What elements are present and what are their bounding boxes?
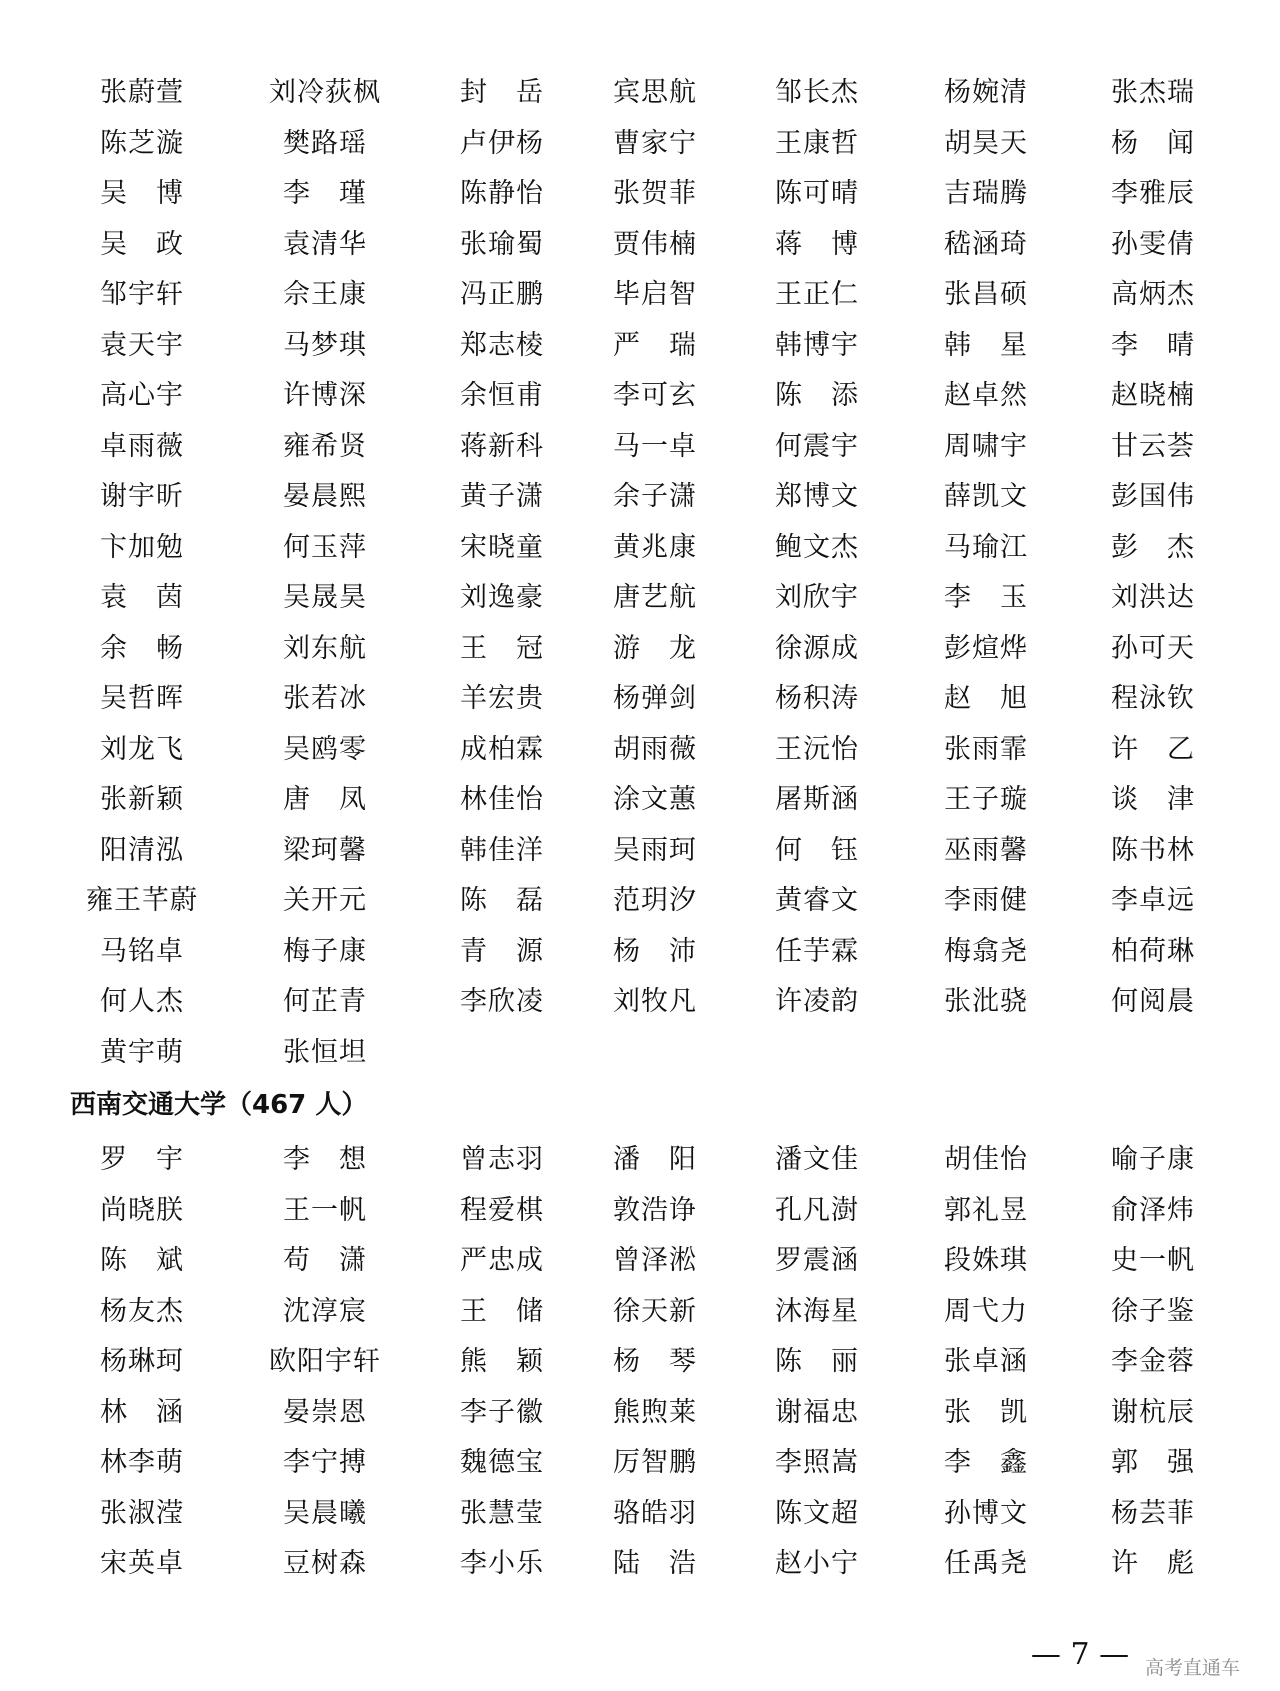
person-name: 佘王康	[283, 279, 367, 310]
person-name: 青 源	[460, 935, 544, 967]
person-name: 程泳钦	[1111, 683, 1195, 714]
person-name: 王沅怡	[775, 733, 859, 765]
person-name: 陈芝漩	[100, 127, 184, 159]
person-name: 曾泽淞	[613, 1245, 697, 1276]
person-name: 谈 津	[1111, 784, 1195, 815]
person-name: 彭煊烨	[944, 632, 1028, 664]
name-row	[0, 730, 1280, 781]
person-name: 李 玉	[944, 582, 1028, 613]
person-name: 严忠成	[460, 1245, 544, 1276]
person-name: 余 畅	[100, 632, 184, 664]
name-row	[0, 124, 1280, 175]
person-name: 李子徽	[460, 1396, 544, 1428]
person-name: 陈 添	[775, 380, 859, 411]
person-name: 雍希贤	[283, 430, 367, 462]
name-row	[0, 326, 1280, 377]
name-row	[0, 1241, 1280, 1292]
person-name: 林李萌	[100, 1447, 184, 1478]
person-name: 陈 丽	[775, 1346, 859, 1377]
person-name: 王子璇	[944, 784, 1028, 815]
person-name: 赵 旭	[944, 683, 1028, 714]
name-row	[0, 1494, 1280, 1545]
person-name: 许凌韵	[775, 986, 859, 1017]
person-name: 曾志羽	[460, 1144, 544, 1175]
person-name: 张新颖	[100, 784, 184, 815]
person-name: 张慧莹	[460, 1497, 544, 1529]
person-name: 欧阳宇轩	[269, 1346, 381, 1377]
person-name: 潘 阳	[613, 1144, 697, 1175]
person-name: 魏德宝	[460, 1447, 544, 1478]
person-name: 李 鑫	[944, 1447, 1028, 1478]
person-name: 柏荷琳	[1111, 935, 1195, 967]
person-name: 卞加勉	[100, 531, 184, 563]
person-name: 豆树森	[283, 1548, 367, 1579]
person-name: 何人杰	[100, 986, 184, 1017]
person-name: 高炳杰	[1111, 279, 1195, 310]
person-name: 厉智鹏	[613, 1447, 697, 1478]
person-name: 熊 颖	[460, 1346, 544, 1377]
person-name: 高心宇	[100, 380, 184, 411]
person-name: 梅翕尧	[944, 935, 1028, 967]
person-name: 吉瑞腾	[944, 178, 1028, 209]
person-name: 林佳怡	[460, 784, 544, 815]
person-name: 韩博宇	[775, 329, 859, 361]
person-name: 任禹尧	[944, 1548, 1028, 1579]
person-name: 张贺菲	[613, 178, 697, 209]
person-name: 曹家宁	[613, 127, 697, 159]
person-name: 赵卓然	[944, 380, 1028, 411]
person-name: 杨琳珂	[100, 1346, 184, 1377]
name-row	[0, 780, 1280, 831]
person-name: 孙可天	[1111, 632, 1195, 664]
person-name: 李 瑾	[283, 178, 367, 209]
person-name: 马瑜江	[944, 531, 1028, 563]
person-name: 贾伟楠	[613, 228, 697, 260]
person-name: 蒋新科	[460, 430, 544, 462]
person-name: 邹长杰	[775, 77, 859, 108]
person-name: 徐源成	[775, 632, 859, 664]
person-name: 宋晓童	[460, 531, 544, 563]
name-row	[0, 174, 1280, 225]
person-name: 梅子康	[283, 935, 367, 967]
person-name: 李 想	[283, 1144, 367, 1175]
name-row	[0, 982, 1280, 1033]
name-row	[0, 1191, 1280, 1242]
name-row	[0, 1292, 1280, 1343]
person-name: 刘逸豪	[460, 582, 544, 613]
person-name: 郑志棱	[460, 329, 544, 361]
person-name: 雍王芊蔚	[86, 885, 198, 916]
person-name: 李雨健	[944, 885, 1028, 916]
person-name: 鲍文杰	[775, 531, 859, 563]
name-row	[0, 679, 1280, 730]
name-row	[0, 1443, 1280, 1494]
person-name: 孔凡澍	[775, 1194, 859, 1226]
person-name: 张瑜蜀	[460, 228, 544, 260]
name-row	[0, 427, 1280, 478]
person-name: 陈书林	[1111, 834, 1195, 866]
name-row	[0, 1544, 1280, 1595]
person-name: 任芋霖	[775, 935, 859, 967]
person-name: 何玉萍	[283, 531, 367, 563]
person-name: 李宁搏	[283, 1447, 367, 1478]
page-number: — 7 —	[1030, 1637, 1130, 1672]
person-name: 何 钰	[775, 834, 859, 866]
person-name: 封 岳	[460, 77, 544, 108]
name-list-section-2	[0, 1140, 1280, 1595]
name-row	[0, 831, 1280, 882]
person-name: 成柏霖	[460, 733, 544, 765]
person-name: 李照嵩	[775, 1447, 859, 1478]
person-name: 杨婉清	[944, 77, 1028, 108]
person-name: 郑博文	[775, 481, 859, 512]
person-name: 徐子鉴	[1111, 1295, 1195, 1327]
person-name: 俞泽炜	[1111, 1194, 1195, 1226]
person-name: 郭 强	[1111, 1447, 1195, 1478]
person-name: 孙博文	[944, 1497, 1028, 1529]
person-name: 潘文佳	[775, 1144, 859, 1175]
person-name: 吴 博	[100, 178, 184, 209]
person-name: 晏崇恩	[283, 1396, 367, 1428]
person-name: 谢福忠	[775, 1396, 859, 1428]
person-name: 黄兆康	[613, 531, 697, 563]
person-name: 李欣凌	[460, 986, 544, 1017]
person-name: 何震宇	[775, 430, 859, 462]
person-name: 唐 凤	[283, 784, 367, 815]
person-name: 晏晨熙	[283, 481, 367, 512]
person-name: 许博深	[283, 380, 367, 411]
person-name: 袁 茵	[100, 582, 184, 613]
person-name: 胡昊天	[944, 127, 1028, 159]
name-row	[0, 578, 1280, 629]
person-name: 喻子康	[1111, 1144, 1195, 1175]
person-name: 张卓涵	[944, 1346, 1028, 1377]
person-name: 范玥汐	[613, 885, 697, 916]
name-row	[0, 275, 1280, 326]
person-name: 羊宏贵	[460, 683, 544, 714]
person-name: 张杰瑞	[1111, 77, 1195, 108]
person-name: 李可玄	[613, 380, 697, 411]
person-name: 王康哲	[775, 127, 859, 159]
university-heading: 西南交通大学（467 人）	[70, 1090, 368, 1120]
person-name: 彭 杰	[1111, 531, 1195, 563]
person-name: 李雅辰	[1111, 178, 1195, 209]
person-name: 孙雯倩	[1111, 228, 1195, 260]
person-name: 吴晨曦	[283, 1497, 367, 1529]
person-name: 冯正鹏	[460, 279, 544, 310]
person-name: 韩佳洋	[460, 834, 544, 866]
person-name: 赵晓楠	[1111, 380, 1195, 411]
person-name: 吴 政	[100, 228, 184, 260]
person-name: 张淑滢	[100, 1497, 184, 1529]
person-name: 陈可晴	[775, 178, 859, 209]
person-name: 罗震涵	[775, 1245, 859, 1276]
person-name: 张恒坦	[283, 1036, 367, 1068]
person-name: 何芷青	[283, 986, 367, 1017]
name-row	[0, 1393, 1280, 1444]
person-name: 樊路瑶	[283, 127, 367, 159]
person-name: 刘洪达	[1111, 582, 1195, 613]
person-name: 马铭卓	[100, 935, 184, 967]
person-name: 杨友杰	[100, 1295, 184, 1327]
person-name: 许 彪	[1111, 1548, 1195, 1579]
person-name: 李 晴	[1111, 329, 1195, 361]
name-row	[0, 932, 1280, 983]
person-name: 何阅晨	[1111, 986, 1195, 1017]
person-name: 吴晟昊	[283, 582, 367, 613]
person-name: 韩 星	[944, 329, 1028, 361]
person-name: 杨芸菲	[1111, 1497, 1195, 1529]
name-row	[0, 1140, 1280, 1191]
person-name: 骆皓羽	[613, 1497, 697, 1529]
person-name: 游 龙	[613, 632, 697, 664]
person-name: 王 储	[460, 1295, 544, 1327]
person-name: 薛凯文	[944, 481, 1028, 512]
person-name: 周弋力	[944, 1295, 1028, 1327]
person-name: 卓雨薇	[100, 430, 184, 462]
person-name: 陈 斌	[100, 1245, 184, 1276]
person-name: 赵小宁	[775, 1548, 859, 1579]
person-name: 马一卓	[613, 430, 697, 462]
person-name: 尚晓朕	[100, 1194, 184, 1226]
person-name: 张雨霏	[944, 733, 1028, 765]
person-name: 蒋 博	[775, 228, 859, 260]
person-name: 陈 磊	[460, 885, 544, 916]
person-name: 段姝琪	[944, 1245, 1028, 1276]
person-name: 周啸宇	[944, 430, 1028, 462]
person-name: 熊煦莱	[613, 1396, 697, 1428]
person-name: 刘冷荻枫	[269, 77, 381, 108]
person-name: 林 涵	[100, 1396, 184, 1428]
person-name: 涂文蕙	[613, 784, 697, 815]
person-name: 徐天新	[613, 1295, 697, 1327]
person-name: 苟 潇	[283, 1245, 367, 1276]
person-name: 屠斯涵	[775, 784, 859, 815]
name-row	[0, 629, 1280, 680]
person-name: 陈文超	[775, 1497, 859, 1529]
person-name: 张若冰	[283, 683, 367, 714]
person-name: 王正仁	[775, 279, 859, 310]
person-name: 陈静怡	[460, 178, 544, 209]
person-name: 李金蓉	[1111, 1346, 1195, 1377]
person-name: 宾思航	[613, 77, 697, 108]
person-name: 沈淳宸	[283, 1295, 367, 1327]
person-name: 杨弹剑	[613, 683, 697, 714]
person-name: 彭国伟	[1111, 481, 1195, 512]
person-name: 杨积涛	[775, 683, 859, 714]
name-row	[0, 477, 1280, 528]
person-name: 王一帆	[283, 1194, 367, 1226]
person-name: 李小乐	[460, 1548, 544, 1579]
person-name: 袁清华	[283, 228, 367, 260]
person-name: 张昌硕	[944, 279, 1028, 310]
person-name: 邹宇轩	[100, 279, 184, 310]
person-name: 关开元	[283, 885, 367, 916]
person-name: 谢宇昕	[100, 481, 184, 512]
person-name: 甘云荟	[1111, 430, 1195, 462]
person-name: 敦浩诤	[613, 1194, 697, 1226]
person-name: 梁珂馨	[283, 834, 367, 866]
name-row	[0, 225, 1280, 276]
person-name: 吴雨珂	[613, 834, 697, 866]
person-name: 刘欣宇	[775, 582, 859, 613]
person-name: 袁天宇	[100, 329, 184, 361]
person-name: 陆 浩	[613, 1548, 697, 1579]
person-name: 严 瑞	[613, 329, 697, 361]
person-name: 马梦琪	[283, 329, 367, 361]
person-name: 刘东航	[283, 632, 367, 664]
watermark-text: 高考直通车	[1145, 1657, 1241, 1679]
person-name: 杨 闻	[1111, 127, 1195, 159]
person-name: 卢伊杨	[460, 127, 544, 159]
person-name: 吴哲晖	[100, 683, 184, 714]
person-name: 谢杭辰	[1111, 1396, 1195, 1428]
person-name: 李卓远	[1111, 885, 1195, 916]
person-name: 吴鸥零	[283, 733, 367, 765]
name-row	[0, 528, 1280, 579]
name-row	[0, 1033, 1280, 1084]
person-name: 余子潇	[613, 481, 697, 512]
person-name: 张沘骁	[944, 986, 1028, 1017]
name-row	[0, 376, 1280, 427]
name-list-section-1	[0, 73, 1280, 1083]
person-name: 程爱棋	[460, 1194, 544, 1226]
person-name: 黄子潇	[460, 481, 544, 512]
person-name: 杨 沛	[613, 935, 697, 967]
name-row	[0, 73, 1280, 124]
person-name: 宋英卓	[100, 1548, 184, 1579]
person-name: 许 乙	[1111, 733, 1195, 765]
name-row	[0, 881, 1280, 932]
person-name: 嵇涵琦	[944, 228, 1028, 260]
person-name: 阳清泓	[100, 834, 184, 866]
person-name: 杨 琴	[613, 1346, 697, 1377]
person-name: 巫雨馨	[944, 834, 1028, 866]
person-name: 王 冠	[460, 632, 544, 664]
person-name: 沐海星	[775, 1295, 859, 1327]
person-name: 毕启智	[613, 279, 697, 310]
person-name: 胡佳怡	[944, 1144, 1028, 1175]
person-name: 刘龙飞	[100, 733, 184, 765]
person-name: 张蔚萱	[100, 77, 184, 108]
person-name: 胡雨薇	[613, 733, 697, 765]
person-name: 罗 宇	[100, 1144, 184, 1175]
person-name: 史一帆	[1111, 1245, 1195, 1276]
person-name: 郭礼昱	[944, 1194, 1028, 1226]
person-name: 黄睿文	[775, 885, 859, 916]
person-name: 刘牧凡	[613, 986, 697, 1017]
person-name: 唐艺航	[613, 582, 697, 613]
person-name: 黄宇萌	[100, 1036, 184, 1068]
person-name: 张 凯	[944, 1396, 1028, 1428]
name-row	[0, 1342, 1280, 1393]
person-name: 余恒甫	[460, 380, 544, 411]
